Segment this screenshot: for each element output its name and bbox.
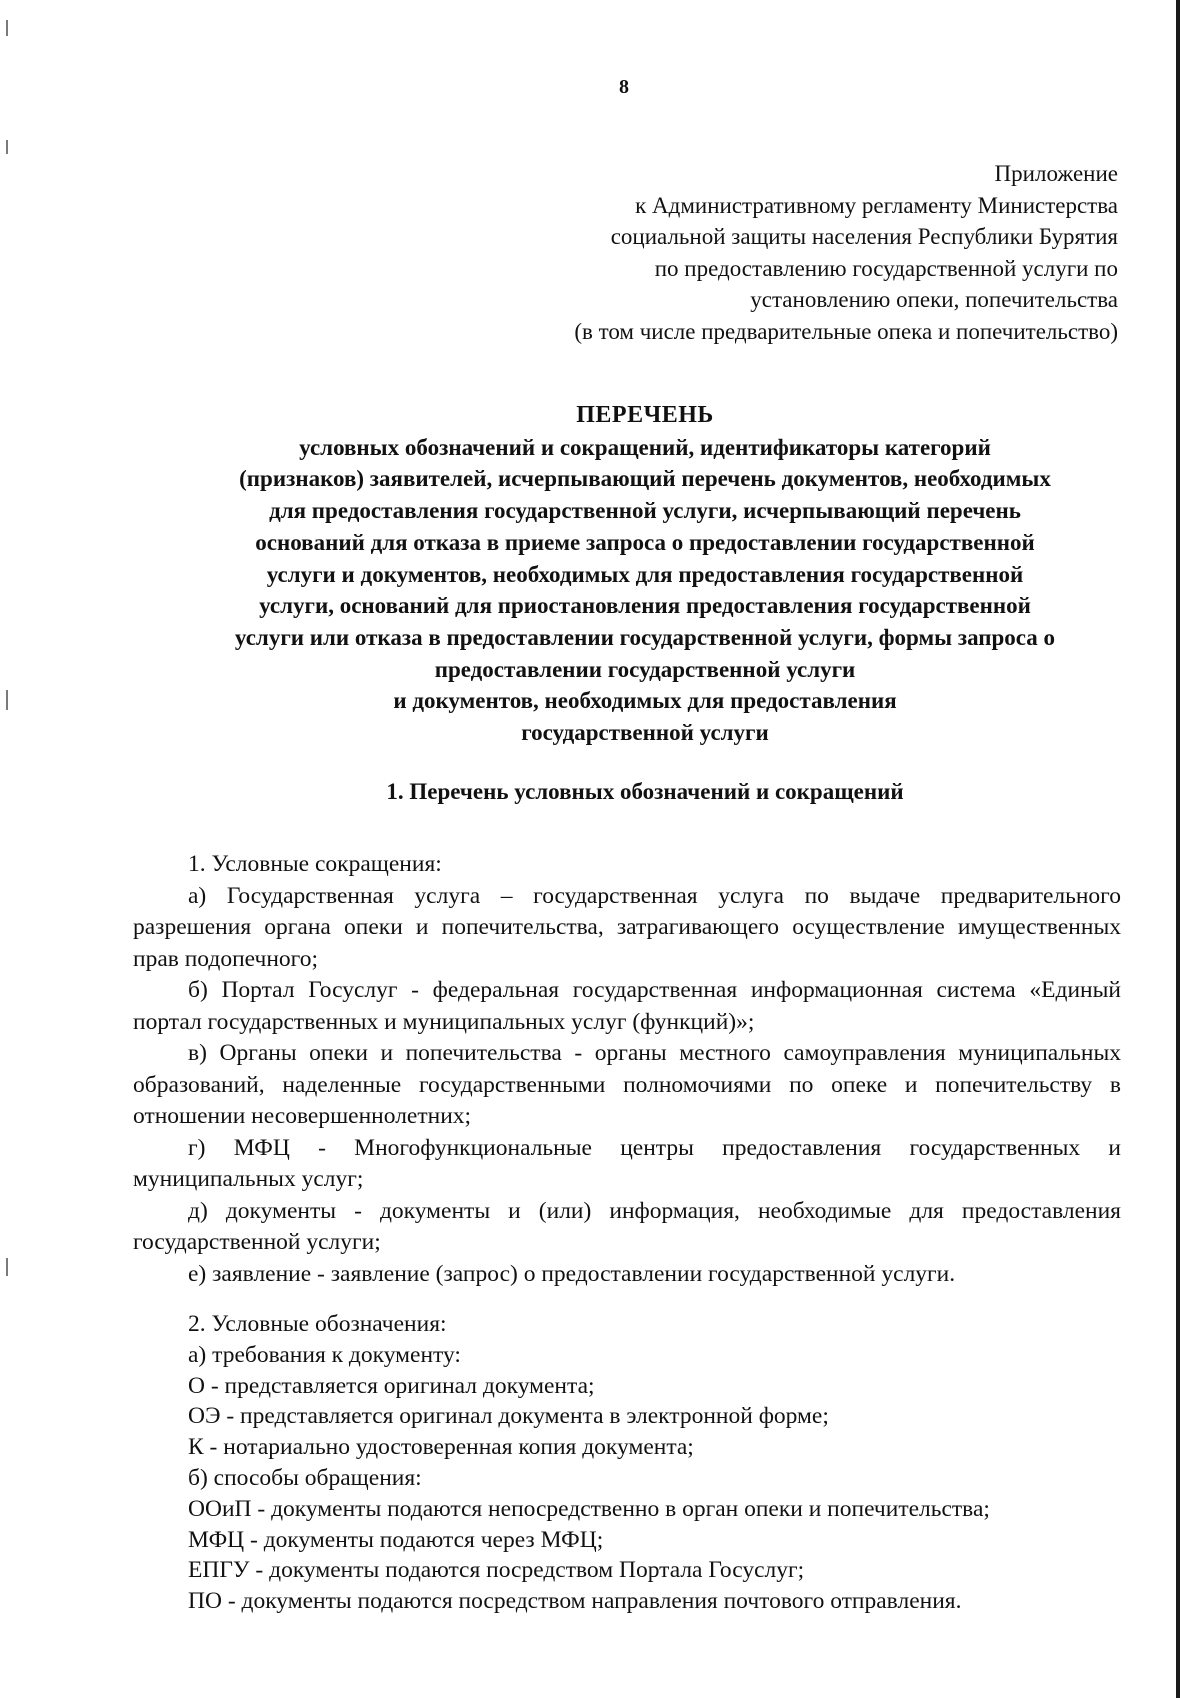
title-line: (признаков) заявителей, исчерпывающий перечень документов, необходимых xyxy=(239,466,1051,492)
designation-item: ОЭ - представляется оригинал документа в электронной форме; xyxy=(188,1403,829,1430)
abbreviation-item: г) МФЦ - Многофункциональные центры предоставления государственных и муниципальных услуг; xyxy=(133,1134,1121,1192)
title-line: и документов, необходимых для предоставления xyxy=(393,688,897,714)
designation-item: б) способы обращения: xyxy=(188,1464,422,1491)
title-line: государственной услуги xyxy=(521,720,769,746)
abbreviation-item: в) Органы опеки и попечительства - органы местного самоуправления муниципальных образований, наделенные государственными полномочиями по опеке и попечительству в отношении несовершеннолетних; xyxy=(133,1040,1121,1129)
scan-margin-mark xyxy=(6,20,8,36)
appendix-note xyxy=(398,158,1118,347)
title-line: услуги и документов, необходимых для предоставления государственной xyxy=(266,561,1024,587)
scan-margin-mark xyxy=(6,1258,8,1276)
abbreviation-item: е) заявление - заявление (запрос) о предоставлении государственной услуги. xyxy=(188,1260,956,1287)
document-title xyxy=(0,400,1200,749)
appendix-line: Приложение xyxy=(994,161,1118,186)
designation-item: ЕПГУ - документы подаются посредством Портала Госуслуг; xyxy=(188,1557,805,1584)
title-line: услуги или отказа в предоставлении государственной услуги, формы запроса о xyxy=(234,624,1056,650)
appendix-line: к Административному регламенту Министерства xyxy=(635,192,1118,218)
scan-right-edge xyxy=(1176,0,1180,1698)
title-line: условных обозначений и сокращений, идентификаторы категорий xyxy=(299,434,991,460)
designation-item: О - представляется оригинал документа; xyxy=(188,1372,595,1399)
section-heading: 1. Перечень условных обозначений и сокращений xyxy=(386,779,904,804)
designation-item: а) требования к документу: xyxy=(188,1341,461,1368)
title-line: услуги, оснований для приостановления предоставления государственной xyxy=(259,593,1031,619)
appendix-line: установлению опеки, попечительства xyxy=(750,287,1118,312)
designation-item: МФЦ - документы подаются через МФЦ; xyxy=(188,1526,604,1553)
appendix-line: (в том числе предварительные опека и попечительство) xyxy=(574,318,1118,344)
appendix-line: по предоставлению государственной услуги по xyxy=(654,255,1118,281)
abbreviations-block xyxy=(133,849,1121,1290)
abbreviation-item: д) документы - документы и (или) информация, необходимые для предоставления государственной услуги; xyxy=(133,1197,1121,1255)
title-line: предоставлении государственной услуги xyxy=(434,656,856,682)
designation-item: ПО - документы подаются посредством направления почтового отправления. xyxy=(188,1588,962,1615)
abbreviation-item: б) Портал Госуслуг - федеральная государственная информационная система «Единый портал государственных и муниципальных услуг (функций)»; xyxy=(133,977,1121,1035)
title-line: для предоставления государственной услуги, исчерпывающий перечень xyxy=(269,498,1021,524)
designation-item: К - нотариально удостоверенная копия документа; xyxy=(188,1434,694,1461)
scan-margin-mark xyxy=(6,140,8,154)
appendix-line: социальной защиты населения Республики Бурятия xyxy=(610,224,1118,249)
title-line: оснований для отказа в приеме запроса о предоставлении государственной xyxy=(255,529,1035,555)
designation-item: ООиП - документы подаются непосредственно в орган опеки и попечительства; xyxy=(188,1495,990,1522)
designations-block xyxy=(188,1309,1148,1617)
abbreviations-heading: 1. Условные сокращения: xyxy=(188,851,442,877)
abbreviation-item: а) Государственная услуга – государственная услуга по выдаче предварительного разрешения органа опеки и попечительства, затрагивающего осуществление имущественных прав подопечного; xyxy=(133,882,1121,972)
page-number: 8 xyxy=(619,76,629,98)
designations-heading: 2. Условные обозначения: xyxy=(188,1311,447,1337)
title-heading: ПЕРЕЧЕНЬ xyxy=(576,402,714,428)
